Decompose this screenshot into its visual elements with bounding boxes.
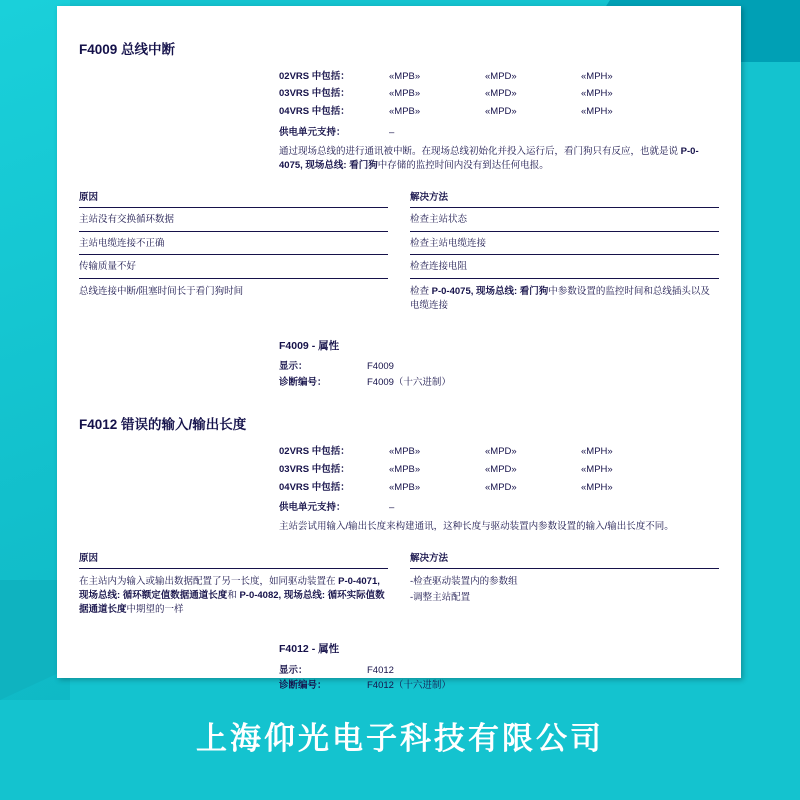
vrs-value: «MPD» [485, 88, 517, 100]
cause-cell: 传输质量不好 [79, 255, 388, 279]
vrs-value: «MPH» [581, 481, 613, 493]
attribute-value: F4009（十六进制） [367, 376, 451, 388]
attributes-block-f4009 [279, 339, 719, 390]
cause-header: 原因 [79, 191, 388, 208]
attribute-value: F4009 [367, 360, 394, 372]
remedy-header: 解决方法 [410, 191, 719, 208]
vrs-value: «MPH» [581, 70, 613, 82]
remedy-cell [410, 569, 719, 611]
vrs-label: 03VRS 中包括： [279, 88, 350, 100]
remedy-column [410, 552, 719, 620]
attribute-row [279, 664, 719, 678]
attributes-title: F4009 - 属性 [279, 339, 340, 352]
vrs-value: «MPB» [389, 70, 421, 82]
vrs-value: «MPB» [389, 88, 421, 100]
vrs-label: 04VRS 中包括： [279, 106, 350, 118]
remedy-cell: 检查连接电阻 [410, 255, 719, 279]
supply-unit-row [279, 126, 719, 140]
company-watermark: 上海仰光电子科技有限公司 [196, 721, 604, 756]
vrs-value: «MPH» [581, 88, 613, 100]
attribute-row [279, 679, 719, 693]
cause-column [79, 191, 388, 317]
cause-cell: 主站电缆连接不正确 [79, 232, 388, 256]
vrs-row [279, 87, 719, 101]
vrs-label: 03VRS 中包括： [279, 463, 350, 475]
attribute-key: 显示： [279, 360, 308, 372]
vrs-value: «MPB» [389, 463, 421, 475]
remedy-cell: 检查 P-0-4075, 现场总线: 看门狗中参数设置的监控时间和总线插头以及电缆连接 [410, 286, 710, 311]
vrs-value: «MPD» [485, 70, 517, 82]
attributes-title: F4012 - 属性 [279, 643, 340, 656]
attribute-value: F4012（十六进制） [367, 680, 451, 692]
vrs-label: 04VRS 中包括： [279, 481, 350, 493]
remedy-item: -调整主站配置 [410, 591, 471, 603]
cause-remedy-table-f4012 [79, 552, 719, 620]
vrs-value: «MPB» [389, 481, 421, 493]
section-title-f4009: F4009 总线中断 [79, 42, 176, 57]
supply-unit-value: – [389, 502, 395, 514]
vrs-value: «MPD» [485, 446, 517, 458]
vrs-block-f4009 [279, 70, 719, 174]
vrs-value: «MPH» [581, 463, 613, 475]
vrs-value: «MPD» [485, 106, 517, 118]
supply-unit-value: – [389, 126, 395, 138]
cause-header: 原因 [79, 552, 388, 569]
vrs-label: 02VRS 中包括： [279, 70, 350, 82]
vrs-value: «MPB» [389, 446, 421, 458]
remedy-cell: 检查主站状态 [410, 208, 719, 232]
cause-remedy-table-f4009 [79, 191, 719, 317]
attributes-block-f4012 [279, 642, 719, 693]
attribute-key: 诊断编号： [279, 376, 327, 388]
supply-unit-label: 供电单元支持： [279, 502, 346, 514]
attribute-value: F4012 [367, 664, 394, 676]
remedy-header: 解决方法 [410, 552, 719, 569]
section-title-f4012: F4012 错误的输入/输出长度 [79, 417, 247, 433]
remedy-column [410, 191, 719, 317]
attribute-row [279, 376, 719, 390]
remedy-cell: 检查主站电缆连接 [410, 232, 719, 256]
document-page [57, 6, 741, 692]
vrs-row [279, 481, 719, 495]
attribute-key: 诊断编号： [279, 680, 327, 692]
attribute-key: 显示： [279, 664, 308, 676]
vrs-value: «MPH» [581, 106, 613, 118]
vrs-row [279, 105, 719, 119]
cause-cell: 总线连接中断/阻塞时间长于看门狗时间 [79, 286, 244, 298]
vrs-row [279, 70, 719, 84]
remedy-item: -检查驱动装置内的参数组 [410, 576, 518, 588]
vrs-row [279, 445, 719, 459]
vrs-value: «MPD» [485, 463, 517, 475]
cause-cell: 主站没有交换循环数据 [79, 208, 388, 232]
vrs-label: 02VRS 中包括： [279, 446, 350, 458]
vrs-value: «MPH» [581, 446, 613, 458]
vrs-value: «MPB» [389, 106, 421, 118]
section-description: 通过现场总线的进行通讯被中断。在现场总线初始化并投入运行后，看门狗只有反应，也就是说 P-0-4075, 现场总线: 看门狗中存储的监控时间内没有到达任何电报。 [279, 145, 699, 171]
vrs-row [279, 463, 719, 477]
section-description: 主站尝试用输入/输出长度来构建通讯，这种长度与驱动装置内参数设置的输入/输出长度不同。 [279, 521, 674, 533]
vrs-block-f4012 [279, 445, 719, 534]
vrs-value: «MPD» [485, 481, 517, 493]
supply-unit-label: 供电单元支持： [279, 126, 346, 138]
cause-column [79, 552, 388, 620]
supply-unit-row [279, 501, 719, 515]
attribute-row [279, 360, 719, 374]
cause-cell: 在主站内为输入或输出数据配置了另一长度，如同驱动装置在 P-0-4071, 现场总线: 循环额定值数据通道长度和 P-0-4082, 现场总线: 循环实际值数据通道长度中期望的一样 [79, 576, 385, 615]
